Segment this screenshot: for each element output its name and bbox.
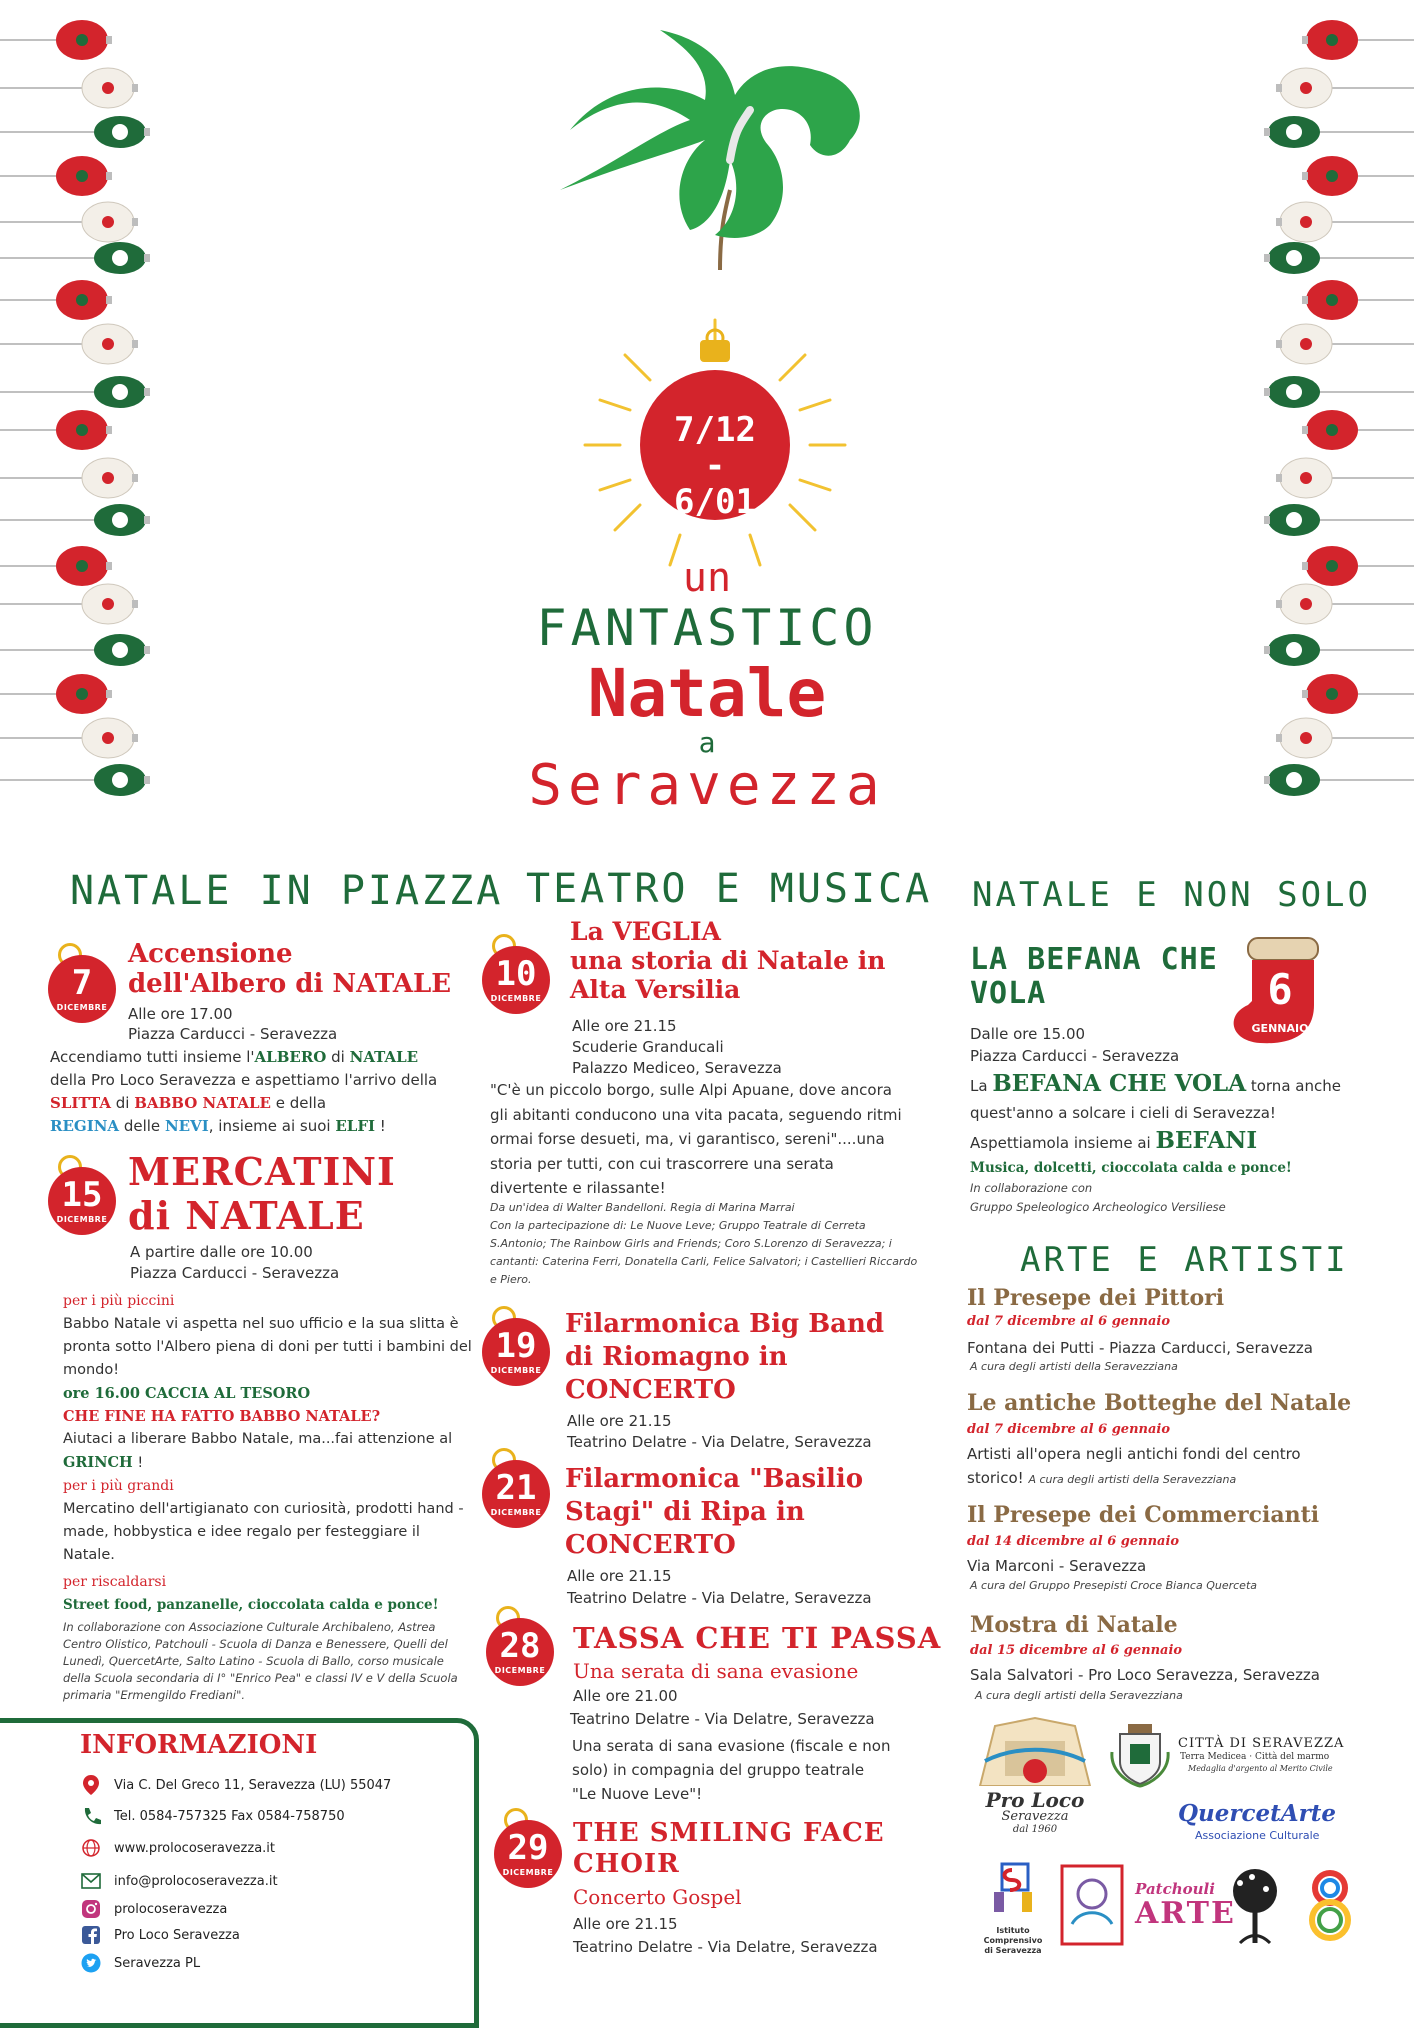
info-twitter[interactable]: Seravezza PL (80, 1952, 200, 1974)
event-desc-veglia: "C'è un piccolo borgo, sulle Alpi Apuane, dove ancora gli abitanti conducono una vita pacata, seguendo ritmi ormai forse desueti, ma, vi garantisco, sereni"....una storia per tutti, con cui trascorrere una serata divertente e rilassante! (490, 1081, 902, 1197)
art-dates-mostra: dal 15 dicembre al 6 gennaio (970, 1643, 1183, 1658)
citta-logo-sub1: Terra Medicea · Città del marmo (1180, 1752, 1330, 1762)
section-arte-e-artisti: ARTE E ARTISTI (1020, 1240, 1349, 1280)
quercetarte-logo-sub: Associazione Culturale (1195, 1829, 1320, 1842)
art-credit-mostra: A cura degli artisti della Seravezziana (975, 1689, 1183, 1702)
event-time-befana: Dalle ore 15.00 (970, 1025, 1086, 1043)
twitter-icon (80, 1952, 102, 1974)
section-natale-e-non-solo: NATALE E NON SOLO (972, 875, 1371, 915)
art-place-mostra: Sala Salvatori - Pro Loco Seravezza, Seravezza (970, 1666, 1321, 1684)
event-title-smiling-face: THE SMILING FACE CHOIR (573, 1818, 885, 1879)
art-title-mostra: Mostra di Natale (970, 1612, 1178, 1638)
facebook-icon (80, 1924, 102, 1946)
art-credit-presepe-pittori: A cura degli artisti della Seravezziana (970, 1360, 1178, 1373)
tree-logo (1220, 1865, 1290, 1945)
event-title-mercatini: MERCATINI di NATALE (128, 1149, 396, 1238)
art-desc2-botteghe: storico! A cura degli artisti della Seravezziana (967, 1469, 1237, 1487)
event-title-tassa: TASSA CHE TI PASSA (573, 1621, 942, 1655)
event-desc-tassa: Una serata di sana evasione (fiscale e non solo) in compagnia del gruppo teatrale "Le Nuove Leve"! (572, 1737, 891, 1803)
citta-logo-sub2: Medaglia d'argento al Merito Civile (1188, 1764, 1333, 1773)
proloco-logo-year: dal 1960 (1012, 1824, 1058, 1835)
event-place-befana: Piazza Carducci - Seravezza (970, 1047, 1180, 1065)
date-badge-15-dicembre: 15 DICEMBRE (48, 1167, 116, 1235)
seravezza-crest-logo (1110, 1722, 1170, 1788)
title-fantastico: FANTASTICO (536, 599, 878, 657)
date-start: 7/12 (674, 410, 756, 450)
event-place-mercatini: Piazza Carducci - Seravezza (130, 1264, 340, 1282)
event-place-smiling-face: Teatrino Delatre - Via Delatre, Seravezza (573, 1938, 878, 1956)
section-natale-in-piazza: NATALE IN PIAZZA (70, 868, 504, 914)
event-time-mercatini: A partire dalle ore 10.00 (130, 1243, 313, 1261)
info-title: INFORMAZIONI (80, 1730, 318, 1760)
event-subtitle-smiling-face: Concerto Gospel (573, 1885, 742, 1909)
event-time-stagi: Alle ore 21.15 (567, 1567, 672, 1585)
date-end: 6/01 (674, 482, 756, 522)
art-place-presepe-commercianti: Via Marconi - Seravezza (967, 1557, 1147, 1575)
info-instagram[interactable]: prolocoseravezza (80, 1898, 227, 1920)
instagram-icon (80, 1898, 102, 1920)
date-badge-21-dicembre: 21 DICEMBRE (482, 1460, 550, 1528)
event-time-smiling-face: Alle ore 21.15 (573, 1915, 678, 1933)
date-badge-29-dicembre: 29 DICEMBRE (494, 1820, 562, 1888)
art-title-botteghe: Le antiche Botteghe del Natale (967, 1390, 1352, 1416)
date-dash: - (704, 446, 726, 486)
art-desc1-botteghe: Artisti all'opera negli antichi fondi del centro (967, 1445, 1301, 1463)
date-badge-7-dicembre: 7 DICEMBRE (48, 955, 116, 1023)
quercetarte-logo: QuercetArte (1178, 1800, 1336, 1827)
mail-icon (80, 1870, 102, 1892)
art-dates-presepe-pittori: dal 7 dicembre al 6 gennaio (967, 1314, 1171, 1329)
befana-date-month: GENNAIO (1251, 1022, 1309, 1035)
art-title-presepe-pittori: Il Presepe dei Pittori (967, 1285, 1225, 1311)
event-time-albero: Alle ore 17.00 (128, 1005, 233, 1023)
event-credits-veglia: Da un'idea di Walter Bandelloni. Regia di Marina Marrai Con la partecipazione di: Le Nuove Leve; Gruppo Teatrale di Cerreta S.Antonio; The Rainbow Girls and Friends; Coro S.Lorenzo di Seravezza; i cantanti: Caterina Ferri, Donatella Carli, Felice Salvatori; i Castellieri Riccardo e Piero. (490, 1201, 918, 1286)
patchouli-logo-name: Patchouli (1135, 1880, 1215, 1898)
info-phone: Tel. 0584-757325 Fax 0584-758750 (80, 1805, 345, 1827)
event-title-stagi: Filarmonica "Basilio Stagi" di Ripa in CONCERTO (565, 1464, 864, 1560)
event-desc-albero: Accendiamo tutti insieme l'ALBERO di NATALE della Pro Loco Seravezza e aspettiamo l'arrivo della SLITTA di BABBO NATALE e della REGINA delle NEVI, insieme ai suoi ELFI ! (50, 1048, 438, 1135)
event-time-tassa: Alle ore 21.00 (573, 1687, 678, 1705)
info-facebook[interactable]: Pro Loco Seravezza (80, 1924, 240, 1946)
art-title-presepe-commercianti: Il Presepe dei Commercianti (967, 1502, 1320, 1528)
phone-icon (80, 1805, 102, 1827)
art-dates-botteghe: dal 7 dicembre al 6 gennaio (967, 1422, 1171, 1437)
map-pin-icon (80, 1774, 102, 1796)
proloco-logo-place: Seravezza (1001, 1809, 1069, 1824)
event-place-stagi: Teatrino Delatre - Via Delatre, Seravezza (567, 1589, 872, 1607)
art-place-presepe-pittori: Fontana dei Putti - Piazza Carducci, Seravezza (967, 1339, 1313, 1357)
rainbow-8-logo (1300, 1868, 1360, 1944)
art-credit-presepe-commercianti: A cura del Gruppo Presepisti Croce Bianca Querceta (970, 1579, 1258, 1592)
event-desc-mercatini: per i più piccini Babbo Natale vi aspetta nel suo ufficio e la sua slitta è pronta sotto l'Albero piena di doni per tutti i bambini del mondo! ore 16.00 CACCIA AL TESORO CHE FINE HA FATTO BABBO NATALE? Aiutaci a liberare Babbo Natale, ma...fai attenzione al GRINCH ! per i più grandi Mercatino dell'artigianato con curiosità, prodotti hand - made, hobbystica e idee regalo per festeggiare il Natale. per riscaldarsi Street food, panzanelle, cioccolata calda e ponce! In collaborazione con Associazione Culturale Archibaleno, Astrea Centro Olistico, Patchouli - Scuola di Danza e Benessere, Quelli del Lunedì, QuercetArte, Salto Latino - Scuola di Ballo, corso musicale della Scuola secondaria di I° "Enrico Pea" e classi IV e V della Scuola primaria "Ermengildo Frediani". (63, 1293, 472, 1702)
date-badge-19-dicembre: 19 DICEMBRE (482, 1318, 550, 1386)
event-place-big-band: Teatrino Delatre - Via Delatre, Seravezza (567, 1433, 872, 1451)
istituto-logo (972, 1862, 1054, 1955)
event-title-albero: Accensione dell'Albero di NATALE (128, 939, 452, 999)
event-title-big-band: Filarmonica Big Band di Riomagno in CONCERTO (565, 1309, 885, 1405)
art-dates-presepe-commercianti: dal 14 dicembre al 6 gennaio (967, 1534, 1180, 1549)
proloco-logo (975, 1716, 1095, 1834)
title-natale: Natale (587, 655, 827, 732)
istituto-logo-line1: Istituto Comprensivo (983, 1926, 1043, 1945)
archibaleno-logo (1060, 1864, 1124, 1946)
patchouli-logo-arte: ARTE (1135, 1896, 1236, 1931)
date-badge-28-dicembre: 28 DICEMBRE (486, 1618, 554, 1686)
proloco-logo-name: Pro Loco (985, 1788, 1085, 1812)
event-place-tassa: Teatrino Delatre - Via Delatre, Seravezza (570, 1710, 875, 1728)
main-title (0, 555, 1414, 818)
title-a: a (698, 726, 716, 759)
title-un: un (682, 555, 732, 601)
date-badge-10-dicembre: 10 DICEMBRE (482, 946, 550, 1014)
info-address: Via C. Del Greco 11, Seravezza (LU) 55047 (80, 1774, 391, 1796)
event-place-albero: Piazza Carducci - Seravezza (128, 1025, 338, 1043)
istituto-logo-line2: di Seravezza (984, 1946, 1042, 1955)
event-time-big-band: Alle ore 21.15 (567, 1412, 672, 1430)
info-email[interactable]: info@prolocoseravezza.it (80, 1870, 278, 1892)
patchouli-logo (1135, 1880, 1236, 1940)
date-range (655, 412, 775, 520)
event-subtitle-tassa: Una serata di sana evasione (573, 1659, 859, 1683)
info-web[interactable]: www.prolocoseravezza.it (80, 1837, 275, 1859)
event-desc-befana: La BEFANA CHE VOLA torna anche quest'anno a solcare i cieli di Seravezza! Aspettiamola insieme ai BEFANI Musica, dolcetti, cioccolata calda e ponce! In collaborazione con Gruppo Speleologico Archeologico Versiliese (970, 1070, 1341, 1214)
globe-icon (80, 1837, 102, 1859)
title-seravezza: Seravezza (528, 753, 886, 818)
grinch-hand-shape (560, 30, 860, 238)
event-place2-veglia: Palazzo Mediceo, Seravezza (572, 1059, 782, 1077)
befana-date-day: 6 (1267, 965, 1293, 1014)
event-place1-veglia: Scuderie Granducali (572, 1038, 724, 1056)
citta-logo-title: CITTÀ DI SERAVEZZA (1178, 1736, 1345, 1751)
event-title-veglia: La VEGLIA una storia di Natale in Alta Versilia (570, 917, 886, 1004)
section-teatro-e-musica: TEATRO E MUSICA (526, 866, 933, 912)
event-title-befana: LA BEFANA CHE VOLA (970, 942, 1218, 1011)
event-time-veglia: Alle ore 21.15 (572, 1017, 677, 1035)
